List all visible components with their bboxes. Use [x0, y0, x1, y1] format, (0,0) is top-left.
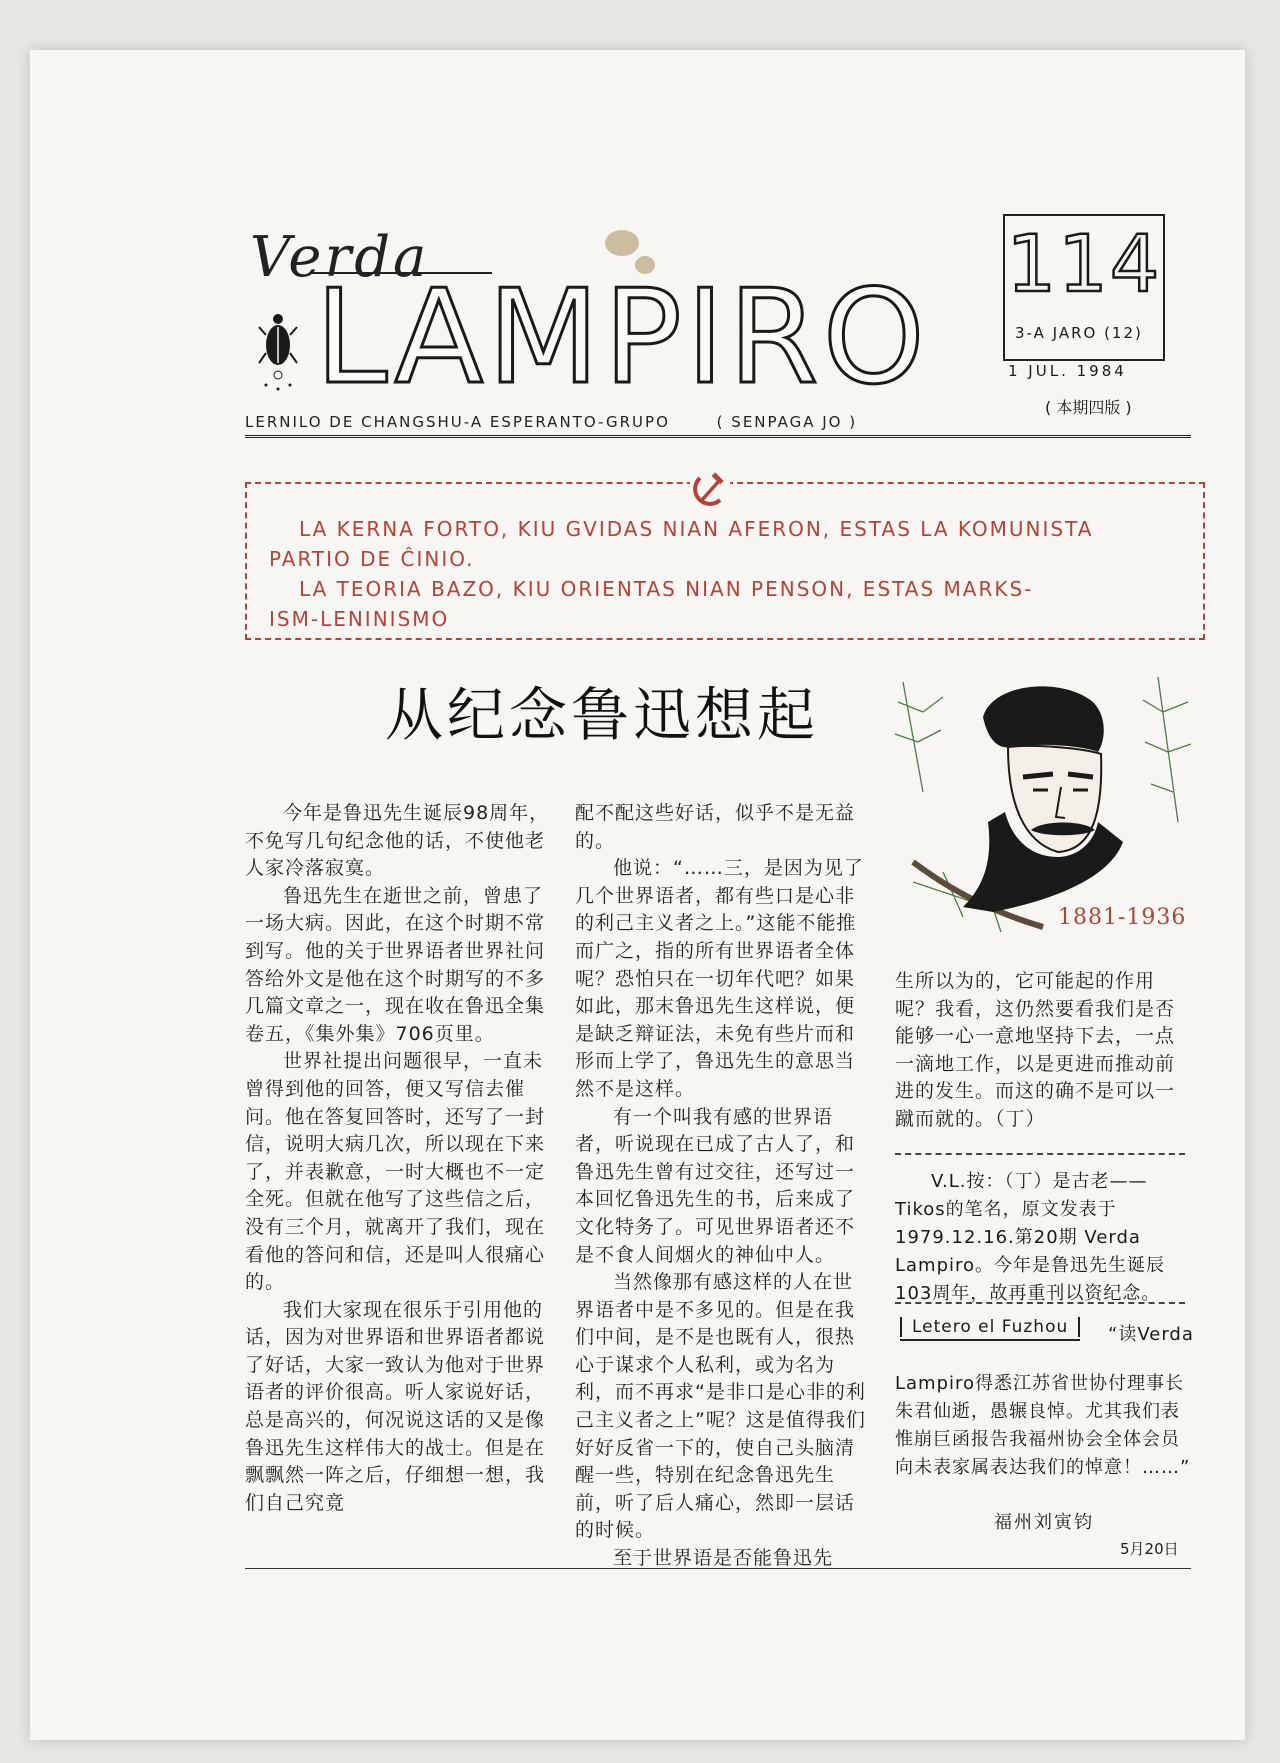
hammer-sickle-icon	[690, 470, 730, 506]
editor-note	[895, 1168, 1190, 1308]
slogan-line: ISM-LENINISMO	[269, 607, 450, 631]
letter-heading: “读Verda	[1108, 1324, 1194, 1345]
article-paragraph: 至于世界语是否能鲁迅先	[613, 1547, 834, 1570]
issue-year-label: 3-A JARO (12)	[1015, 324, 1143, 342]
article-paragraph: 配不配这些好话，似乎不是无益的。	[575, 802, 856, 852]
slogan-line: LA KERNA FORTO, KIU GVIDAS NIAN AFERON, ESTAS LA KOMUNISTA	[299, 517, 1094, 541]
article-title: 从纪念鲁迅想起	[385, 681, 820, 749]
section-divider	[895, 1153, 1185, 1155]
slogan-line: LA TEORIA BAZO, KIU ORIENTAS NIAN PENSON, ESTAS MARKS-	[299, 577, 1034, 601]
masthead-title: LAMPIRO	[315, 261, 929, 413]
article-column-2	[575, 800, 870, 1573]
issue-number-box	[1003, 214, 1165, 361]
article-paragraph: 有一个叫我有感的世界语者，听说现在已成了古人了，和鲁迅先生曾有过交往，还写过一本回忆鲁迅先生的书，后来成了文化特务了。可见世界语者还不是不食人间烟火的神仙中人。	[575, 1105, 856, 1266]
editor-note-text: V.L.按：（丁）是古老——Tikos的笔名，原文发表于1979.12.16.第20期 Verda Lampiro。今年是鲁迅先生诞辰103周年，故再重刊以资纪念。	[895, 1171, 1166, 1304]
article-paragraph: 生所以为的，它可能起的作用呢？我看，这仍然要看我们是否能够一心一意地坚持下去，一点一滴地工作，以是更进而推动前进的发生。而这的确不是可以一蹴而就的。（丁）	[895, 970, 1176, 1130]
letter-label: Letero el Fuzhou	[900, 1317, 1080, 1337]
portrait-years: 1881-1936	[1058, 905, 1187, 930]
article-column-1	[245, 800, 550, 1517]
slogan-line: PARTIO DE ĈINIO.	[269, 547, 475, 571]
letter-signer: 福州刘寅钧	[994, 1512, 1094, 1533]
beetle-logo-icon	[258, 305, 298, 395]
article-paragraph: 世界社提出问题很早，一直未曾得到他的回答，便又写信去催问。他在答复回答时，还写了一封信，说明大病几次，所以现在下来了，并表歉意，一时大概也不一定全死。但就在他写了这些信之后，没有三个月，就离开了我们，现在看他的答问和信，还是叫人很痛心的。	[245, 1050, 546, 1294]
article-paragraph: 当然像那有感这样的人在世界语者中是不多见的。但是在我们中间，是不是也既有人，很热心于谋求个人私利，或为名为利，而不再求“是非口是心非的利己主义者之上”呢？这是值得我们好好反省一下的，使自己头脑清醒一些，特别在纪念鲁迅先生前，听了后人痛心，然即一层话的时候。	[575, 1271, 866, 1542]
masthead-script-title: Verda	[250, 225, 430, 290]
article-paragraph: 今年是鲁迅先生诞辰98周年，不免写几句纪念他的话，不使他老人家冷落寂寞。	[245, 802, 550, 880]
section-divider	[895, 1302, 1185, 1304]
article-column-3	[895, 968, 1190, 1134]
subtitle-pay-note: ( SENPAGA JO )	[716, 413, 858, 431]
masthead-rule	[245, 435, 1191, 438]
issue-pages-note: ( 本期四版 )	[1045, 398, 1132, 417]
issue-number: 114	[1006, 220, 1162, 310]
article-paragraph: 鲁迅先生在逝世之前，曾患了一场大病。因此，在这个时期不常到写。他的关于世界语者世界社问答给外文是他在这个时期写的不多几篇文章之一，现在收在鲁迅全集卷五，《集外集》706页里。	[245, 884, 546, 1045]
footer-rule	[245, 1568, 1191, 1569]
letter-date: 5月20日	[1120, 1540, 1179, 1558]
article-paragraph: 他说：“……三，是因为见了几个世界语者，都有些口是心非的利己主义者之上。”这能不能推而广之，指的所有世界语者全体呢？恐怕只在一切年代吧？如果如此，那末鲁迅先生这样说，便是缺乏辩证法，未免有些片而和形而上学了，鲁迅先生的意思当然不是这样。	[575, 857, 864, 1100]
subtitle-group-name: LERNILO DE CHANGSHU-A ESPERANTO-GRUPO	[245, 413, 670, 431]
issue-date: 1 JUL. 1984	[1008, 362, 1127, 380]
article-paragraph: 我们大家现在很乐于引用他的话，因为对世界语和世界语者都说了好话，大家一致认为他对于世界语者的评价很高。听人家说好话，总是高兴的，何况说这话的又是像鲁迅先生这样伟大的战士。但是在飘飘然一阵之后，仔细想一想，我们自己究竟	[245, 1298, 546, 1514]
coffee-stain	[605, 230, 639, 256]
masthead-subtitle	[245, 413, 857, 431]
lu-xun-portrait	[893, 672, 1193, 942]
letter-body: Lampiro得悉江苏省世协付理事长朱君仙逝，愚辗良悼。尤其我们表惟崩巨函报告我福州协会全体会员向未表家属表达我们的悼意！……”	[895, 1373, 1191, 1478]
